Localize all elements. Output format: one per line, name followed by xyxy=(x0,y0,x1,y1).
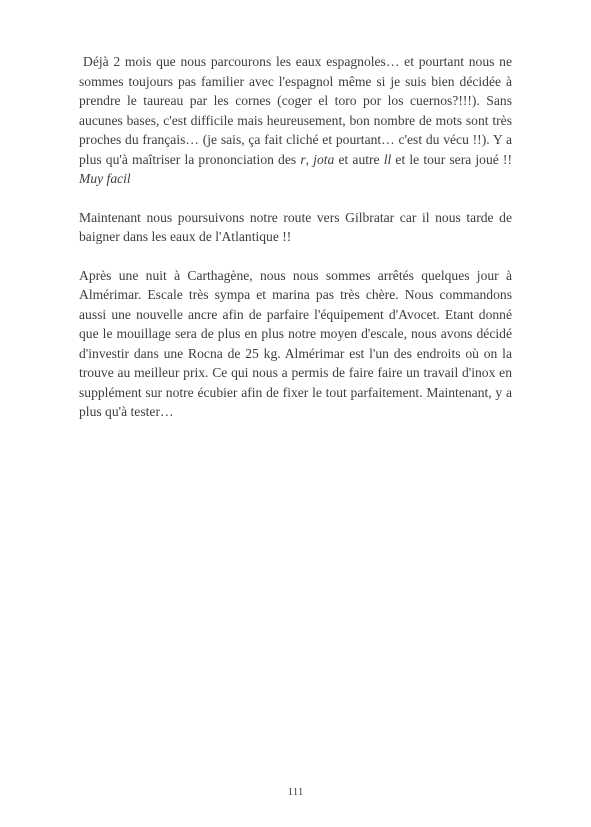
p1-italic-ll: ll xyxy=(383,151,392,167)
p1-italic-jota: jota xyxy=(313,151,335,167)
p1-text-d: et le tour sera joué !! xyxy=(391,151,512,167)
p1-text-b: , xyxy=(305,151,314,167)
p1-text-c: et autre xyxy=(334,151,384,167)
page-number: 111 xyxy=(287,786,304,798)
p2-text: Maintenant nous poursuivons notre route vers Gilbratar car il nous tarde de baigner dans les eaux de l'Atlantique !! xyxy=(79,209,512,244)
p1-text-a: Déjà 2 mois que nous parcourons les eaux espagnoles… et pourtant nous ne sommes toujours pas familier avec l'espagnol même si je suis bien décidée à prendre le taureau par les cornes (coger el toro por los cuernos?!!!). Sans aucunes bases, c'est difficile mais heureusement, bon nombre de mots sont très proches du français… (je sais, ça fait cliché et pourtant… c'est du vécu !!). Y a plus qu'à maîtriser la prononciation des xyxy=(79,54,512,167)
paragraph-2 xyxy=(79,208,512,247)
paragraph-1 xyxy=(79,52,512,189)
p1-italic-muy-facil: Muy facil xyxy=(79,171,131,186)
p3-text: Après une nuit à Carthagène, nous nous sommes arrêtés quelques jour à Almérimar. Escale très sympa et marina pas très chère. Nous commandons aussi une nouvelle ancre afin de parfaire l'équipement d'Avocet. Etant donné que le mouillage sera de plus en plus notre moyen d'escale, nous avons décidé d'investir dans une Rocna de 25 kg. Almérimar est l'un des endroits où on la trouve au meilleur prix. Ce qui nous a permis de faire faire un travail d'inox en supplément sur notre écubier afin de fixer le tout parfaitement. Maintenant, y a plus qu'à tester… xyxy=(79,267,512,419)
paragraph-3 xyxy=(79,266,512,422)
body-text xyxy=(79,52,512,422)
p1-italic-r: r xyxy=(300,151,306,167)
